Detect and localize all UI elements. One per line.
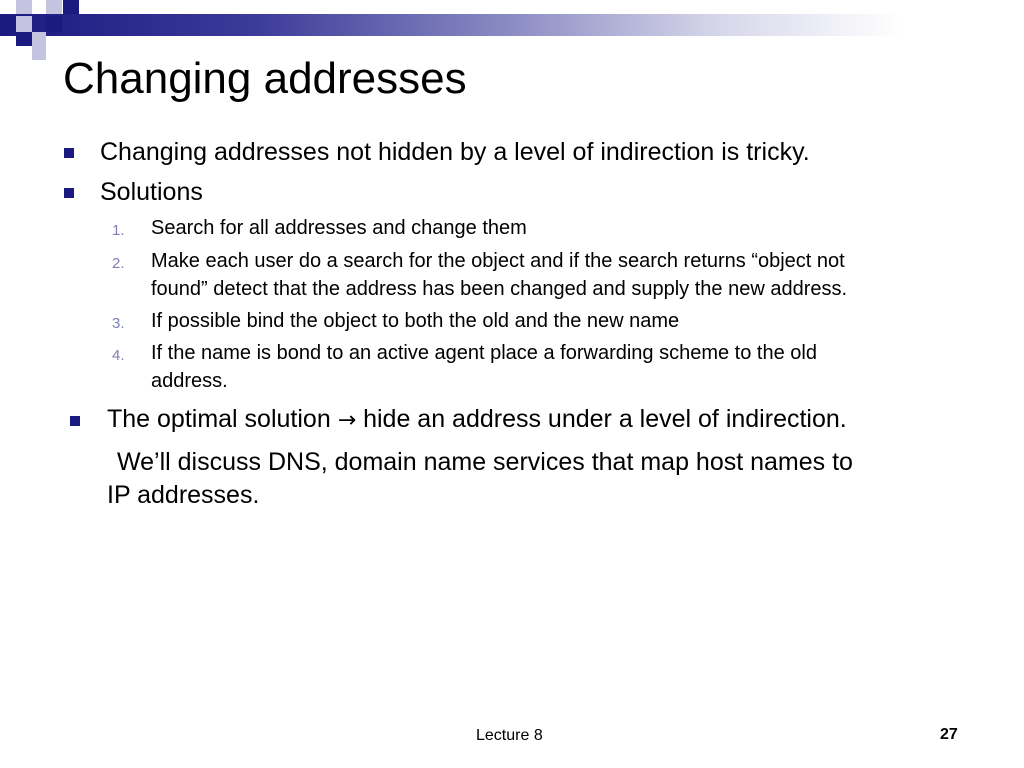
footer-lecture: Lecture 8 xyxy=(476,727,543,744)
bullet-square-icon xyxy=(70,416,80,426)
list-number: 3. xyxy=(112,315,125,332)
bullet-square-icon xyxy=(64,188,74,198)
list-number: 1. xyxy=(112,222,125,239)
decor-square xyxy=(63,0,79,14)
bullet-text: Changing addresses not hidden by a level of indirection is tricky. xyxy=(100,138,810,166)
list-number: 2. xyxy=(112,255,125,272)
decor-square xyxy=(46,0,62,14)
numbered-item-line: Make each user do a search for the object and if the search returns “object not xyxy=(151,250,845,272)
header-gradient-bar xyxy=(0,14,1024,36)
optimal-solution-text xyxy=(107,404,847,436)
decor-square xyxy=(16,0,32,14)
dns-text-line: IP addresses. xyxy=(107,481,260,509)
bullet-square-icon xyxy=(64,148,74,158)
numbered-item: Search for all addresses and change them xyxy=(151,217,527,239)
dns-text-line: We’ll discuss DNS, domain name services that map host names to xyxy=(117,448,853,476)
decor-square xyxy=(32,32,46,46)
decor-square xyxy=(16,32,32,46)
decor-square xyxy=(0,16,16,32)
optimal-prefix: The optimal solution xyxy=(107,405,331,433)
list-number: 4. xyxy=(112,347,125,364)
slide-title: Changing addresses xyxy=(63,54,467,103)
decor-square xyxy=(16,16,32,32)
bullet-text: Solutions xyxy=(100,178,203,206)
numbered-item: If possible bind the object to both the old and the new name xyxy=(151,310,680,332)
numbered-item-line: found” detect that the address has been changed and supply the new address. xyxy=(151,278,848,300)
decor-square xyxy=(46,16,62,32)
numbered-item-line: address. xyxy=(151,370,228,392)
decor-square xyxy=(32,46,46,60)
arrow-right-icon: → xyxy=(337,408,357,433)
page-number: 27 xyxy=(940,726,958,743)
optimal-suffix: hide an address under a level of indirection. xyxy=(363,405,847,433)
numbered-item-line: If the name is bond to an active agent place a forwarding scheme to the old xyxy=(151,342,817,364)
